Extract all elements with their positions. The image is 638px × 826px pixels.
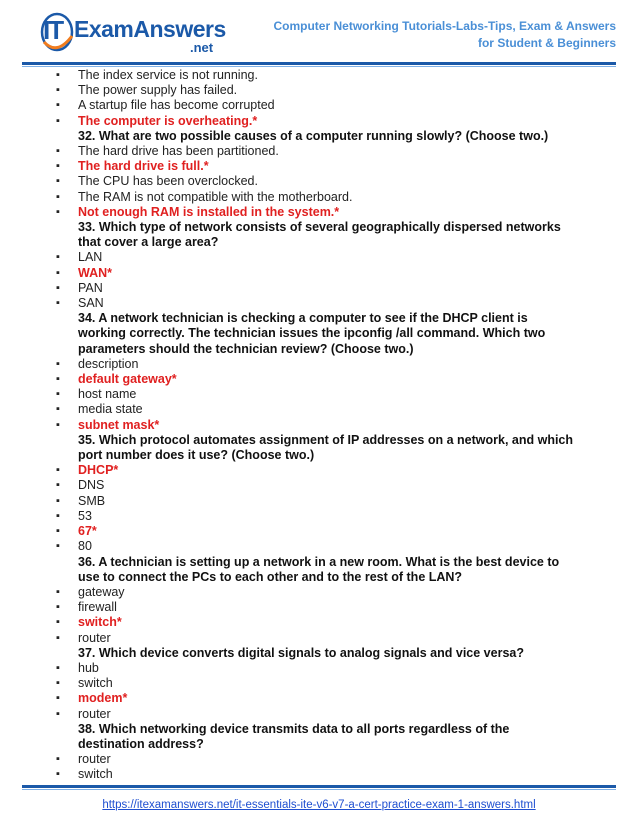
answer-option: ▪ The power supply has failed. bbox=[56, 83, 576, 98]
page-header bbox=[0, 0, 638, 62]
logo-net: .net bbox=[190, 40, 214, 55]
answer-option: ▪ The CPU has been overclocked. bbox=[56, 174, 576, 189]
answer-option: ▪ hub bbox=[56, 661, 576, 676]
logo-it-text: IT bbox=[43, 15, 63, 45]
answer-option: ▪ The index service is not running. bbox=[56, 68, 576, 83]
answer-option: ▪ LAN bbox=[56, 250, 576, 265]
correct-answer-option: ▪ Not enough RAM is installed in the system.* bbox=[56, 205, 576, 220]
question-text: 38. Which networking device transmits data to all ports regardless of the destination address? bbox=[78, 721, 510, 751]
page-footer bbox=[0, 799, 638, 811]
answer-option: ▪ A startup file has become corrupted bbox=[56, 98, 576, 113]
tagline-line-2: for Student & Beginners bbox=[477, 36, 616, 50]
answer-option: ▪ The hard drive has been partitioned. bbox=[56, 144, 576, 159]
header-divider-thin bbox=[22, 66, 616, 67]
answer-option: ▪ router bbox=[56, 707, 576, 722]
logo-wordmark: ExamAnswers bbox=[74, 16, 226, 42]
question-text: 36. A technician is setting up a network in a new room. What is the best device to use to connect the PCs to each other and to the rest of the LAN? bbox=[78, 554, 560, 584]
answer-option: ▪ router bbox=[56, 752, 576, 767]
correct-answer-option: ▪ The computer is overheating.* bbox=[56, 114, 576, 129]
answer-option: ▪ DNS bbox=[56, 478, 576, 493]
correct-answer-option: ▪ switch* bbox=[56, 615, 576, 630]
header-divider bbox=[22, 62, 616, 65]
answer-option: ▪ SAN bbox=[56, 296, 576, 311]
logo-it-badge bbox=[40, 12, 76, 52]
answer-option: ▪ host name bbox=[56, 387, 576, 402]
answer-option: ▪ The RAM is not compatible with the motherboard. bbox=[56, 190, 576, 205]
footer-divider-thin bbox=[22, 789, 616, 790]
question-text: 32. What are two possible causes of a computer running slowly? (Choose two.) bbox=[78, 128, 549, 143]
answer-option: ▪ 80 bbox=[56, 539, 576, 554]
correct-answer-option: ▪ WAN* bbox=[56, 266, 576, 281]
question-text: 35. Which protocol automates assignment of IP addresses on a network, and which port number does it use? (Choose two.) bbox=[78, 432, 574, 463]
answer-option: ▪ gateway bbox=[56, 585, 576, 600]
answer-option: ▪ router bbox=[56, 631, 576, 646]
correct-answer-option: ▪ modem* bbox=[56, 691, 576, 706]
answer-option: ▪ switch bbox=[56, 676, 576, 691]
correct-answer-option: ▪ subnet mask* bbox=[56, 418, 576, 433]
site-tagline bbox=[273, 18, 616, 52]
footer-divider bbox=[22, 785, 616, 788]
answer-option: ▪ firewall bbox=[56, 600, 576, 615]
correct-answer-option: ▪ 67* bbox=[56, 524, 576, 539]
question-text: 33. Which type of network consists of several geographically dispersed networks that cover a large area? bbox=[78, 220, 561, 250]
site-logo[interactable] bbox=[40, 12, 226, 56]
correct-answer-option: ▪ DHCP* bbox=[56, 463, 576, 478]
question-text: 37. Which device converts digital signals to analog signals and vice versa? bbox=[78, 645, 524, 660]
source-url-link[interactable]: https://itexamanswers.net/it-essentials-ite-v6-v7-a-cert-practice-exam-1-answers.html bbox=[102, 799, 536, 811]
answer-option: ▪ switch bbox=[56, 767, 576, 782]
correct-answer-option: ▪ default gateway* bbox=[56, 372, 576, 387]
correct-answer-option: ▪ The hard drive is full.* bbox=[56, 159, 576, 174]
answer-option: ▪ SMB bbox=[56, 494, 576, 509]
answer-option: ▪ PAN bbox=[56, 281, 576, 296]
question-text: 34. A network technician is checking a computer to see if the DHCP client is working correctly. The technician issues the ipconfig /all command. Which two parameters should the technician review? (Choose two.) bbox=[78, 311, 546, 356]
answer-option: ▪ description bbox=[56, 357, 576, 372]
answer-option: ▪ 53 bbox=[56, 509, 576, 524]
question-list bbox=[56, 68, 576, 783]
answer-option: ▪ media state bbox=[56, 402, 576, 417]
tagline-line-1: Computer Networking Tutorials-Labs-Tips, Exam & Answers bbox=[273, 19, 616, 33]
